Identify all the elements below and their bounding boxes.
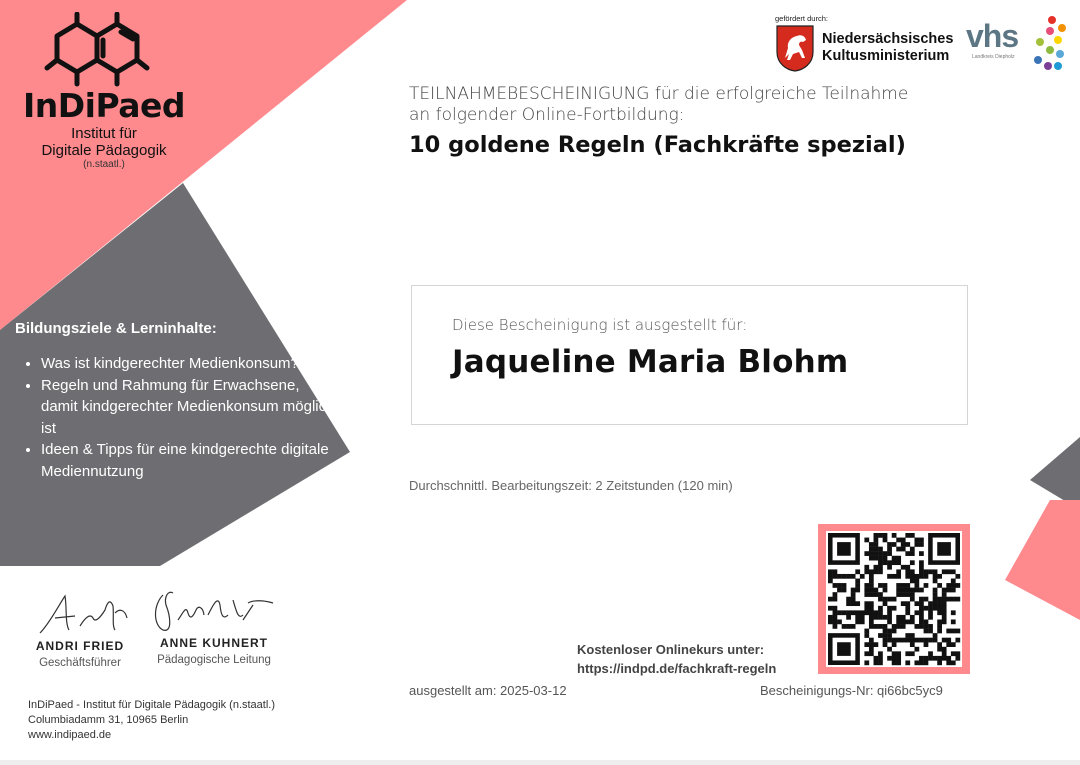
certificate-number: Bescheinigungs-Nr: qi66bc5yc9 bbox=[760, 683, 943, 698]
goals-list bbox=[15, 353, 335, 482]
address-line: InDiPaed - Institut für Digitale Pädagogik (n.staatl.) bbox=[28, 699, 276, 711]
learning-goals bbox=[15, 320, 335, 482]
course-link-url[interactable]: https://indpd.de/fachkraft-regeln bbox=[577, 661, 777, 676]
logo-name: InDiPaed bbox=[22, 86, 186, 125]
signatory-fried bbox=[25, 639, 135, 669]
certificate-heading: TEILNAHMEBESCHEINIGUNG für die erfolgreiche Teilnahme an folgender Online-Fortbildung: bbox=[409, 84, 909, 125]
course-link bbox=[577, 640, 776, 678]
issued-for-label: Diese Bescheinigung ist ausgestellt für: bbox=[452, 316, 748, 334]
lower-saxony-horse-crest-icon bbox=[775, 24, 815, 72]
signature-fried bbox=[35, 588, 130, 638]
vhs-dots-icon bbox=[1028, 14, 1068, 72]
logo-subtitle-3: (n.staatl.) bbox=[83, 159, 125, 170]
recipient-name: Jaqueline Maria Blohm bbox=[452, 344, 849, 380]
recipient-box bbox=[411, 285, 968, 425]
address-website: www.indipaed.de bbox=[28, 729, 112, 741]
funder-name-line2: Kultusministerium bbox=[822, 48, 950, 64]
qr-code-icon bbox=[818, 524, 970, 674]
logo-subtitle-1: Institut für bbox=[71, 125, 137, 142]
course-link-label: Kostenloser Onlinekurs unter: bbox=[577, 642, 765, 657]
goal-item: • Ideen & Tipps für eine kindgerechte digitale Mediennutzung bbox=[41, 439, 335, 482]
duration-text: Durchschnittl. Bearbeitungszeit: 2 Zeitstunden (120 min) bbox=[409, 478, 733, 493]
goal-item: • Regeln und Rahmung für Erwachsene, damit kindgerechter Medienkonsum möglich ist bbox=[41, 375, 335, 440]
hexagon-molecule-icon bbox=[39, 12, 169, 92]
course-title: 10 goldene Regeln (Fachkräfte spezial) bbox=[409, 132, 906, 158]
funder-block bbox=[772, 14, 1072, 74]
signatory-role: Pädagogische Leitung bbox=[157, 654, 271, 666]
vhs-logo-text: vhs bbox=[966, 18, 1019, 54]
funder-name bbox=[822, 31, 953, 65]
signatory-kuhnert bbox=[140, 636, 288, 666]
funder-label: gefördert durch: bbox=[775, 14, 828, 23]
indipaed-logo bbox=[14, 12, 194, 171]
funder-name-line1: Niedersächsisches bbox=[822, 31, 954, 47]
signature-kuhnert bbox=[148, 585, 278, 635]
vhs-logo-subtitle: Landkreis Diepholz bbox=[972, 54, 1015, 60]
signatory-name: ANDRI FRIED bbox=[35, 639, 125, 653]
bottom-divider bbox=[0, 760, 1080, 765]
logo-subtitle-2: Digitale Pädagogik bbox=[41, 142, 167, 159]
signatory-name: ANNE KUHNERT bbox=[160, 636, 268, 650]
issue-date: ausgestellt am: 2025-03-12 bbox=[409, 683, 567, 698]
goal-item: • Was ist kindgerechter Medienkonsum? bbox=[41, 353, 335, 375]
qr-code bbox=[818, 524, 970, 674]
goals-title: Bildungsziele & Lerninhalte: bbox=[15, 320, 217, 337]
salmon-triangle-right bbox=[1005, 500, 1080, 620]
gray-triangle-right bbox=[1030, 437, 1080, 510]
address-line: Columbiadamm 31, 10965 Berlin bbox=[28, 714, 189, 726]
institute-address bbox=[28, 698, 275, 743]
signatory-role: Geschäftsführer bbox=[39, 657, 121, 669]
